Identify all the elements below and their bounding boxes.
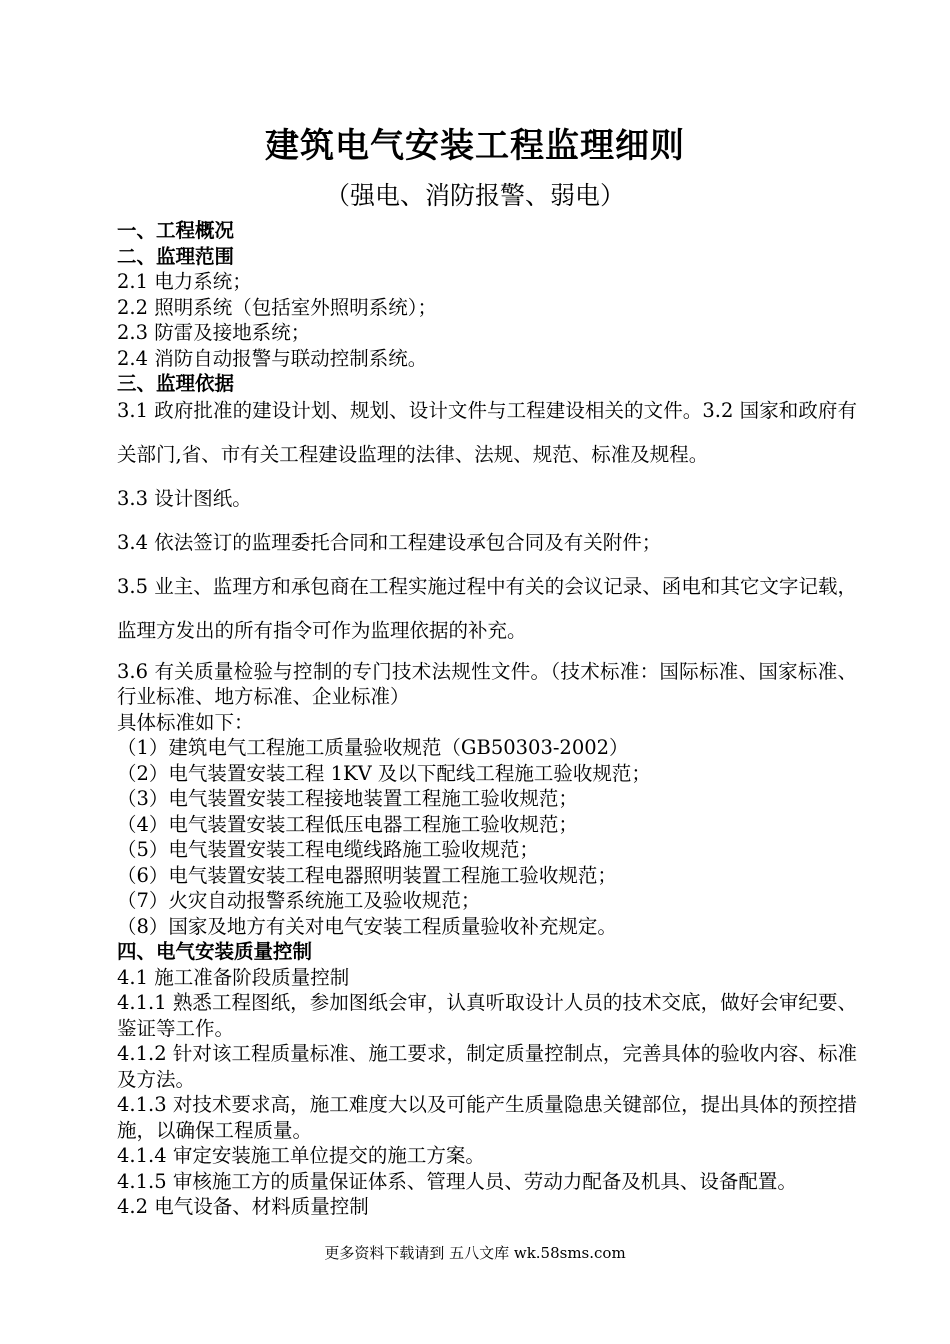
section-heading: 四、电气安装质量控制 bbox=[117, 940, 313, 963]
section-heading: 二、监理范围 bbox=[117, 244, 235, 268]
list-item: （6）电气装置安装工程电器照明装置工程施工验收规范； bbox=[117, 863, 617, 887]
paragraph: 3.3 设计图纸。 bbox=[117, 486, 252, 510]
list-item: 2.3 防雷及接地系统； bbox=[117, 321, 311, 344]
list-item: 2.4 消防自动报警与联动控制系统。 bbox=[117, 346, 428, 370]
paragraph: 4.1.5 审核施工方的质量保证体系、管理人员、劳动力配备及机具、设备配置。 bbox=[117, 1169, 797, 1193]
document-body bbox=[117, 218, 857, 1220]
section-heading: 一、工程概况 bbox=[117, 219, 235, 242]
paragraph: 4.1.4 审定安装施工单位提交的施工方案。 bbox=[117, 1144, 485, 1167]
list-item: 2.1 电力系统； bbox=[117, 270, 252, 293]
list-item: （8）国家及地方有关对电气安装工程质量验收补充规定。 bbox=[117, 914, 617, 938]
subsection-heading: 4.1 施工准备阶段质量控制 bbox=[117, 965, 350, 989]
paragraph: 4.1.1 熟悉工程图纸，参加图纸会审，认真听取设计人员的技术交底，做好会审纪要、鉴证等工作。 bbox=[117, 991, 857, 1040]
paragraph: 3.4 依法签订的监理委托合同和工程建设承包合同及有关附件； bbox=[117, 530, 662, 554]
list-item: （5）电气装置安装工程电缆线路施工验收规范； bbox=[117, 838, 539, 861]
subsection-heading: 4.2 电气设备、材料质量控制 bbox=[117, 1195, 369, 1218]
list-item: （7）火灾自动报警系统施工及验收规范； bbox=[117, 889, 481, 912]
list-item: （1）建筑电气工程施工质量验收规范（GB50303-2002） bbox=[117, 736, 629, 759]
list-item: （3）电气装置安装工程接地装置工程施工验收规范； bbox=[117, 787, 578, 810]
page-footer: 更多资料下载请到 五八文库 wk.58sms.com bbox=[324, 1244, 626, 1262]
paragraph: 3.6 有关质量检验与控制的专门技术法规性文件。（技术标准：国际标准、国家标准、行业标准、地方标准、企业标准） bbox=[117, 659, 857, 708]
section-heading: 三、监理依据 bbox=[117, 372, 235, 395]
paragraph: 4.1.3 对技术要求高，施工难度大以及可能产生质量隐患关键部位，提出具体的预控措施，以确保工程质量。 bbox=[117, 1093, 857, 1142]
paragraph: 3.5 业主、监理方和承包商在工程实施过程中有关的会议记录、函电和其它文字记载，监理方发出的所有指令可作为监理依据的补充。 bbox=[117, 574, 857, 642]
document-title: 建筑电气安装工程监理细则 bbox=[265, 126, 685, 166]
list-item: （4）电气装置安装工程低压电器工程施工验收规范； bbox=[117, 812, 578, 836]
list-item: 2.2 照明系统（包括室外照明系统）； bbox=[117, 295, 437, 319]
list-item: （2）电气装置安装工程 1KV 及以下配线工程施工验收规范； bbox=[117, 761, 651, 785]
document-subtitle: （强电、消防报警、弱电） bbox=[324, 181, 625, 210]
paragraph: 4.1.2 针对该工程质量标准、施工要求，制定质量控制点，完善具体的验收内容、标准及方法。 bbox=[117, 1042, 857, 1091]
paragraph: 3.1 政府批准的建设计划、规划、设计文件与工程建设相关的文件。3.2 国家和政府有关部门,省、市有关工程建设监理的法律、法规、规范、标准及规程。 bbox=[117, 398, 857, 466]
standards-intro: 具体标准如下： bbox=[117, 710, 254, 734]
